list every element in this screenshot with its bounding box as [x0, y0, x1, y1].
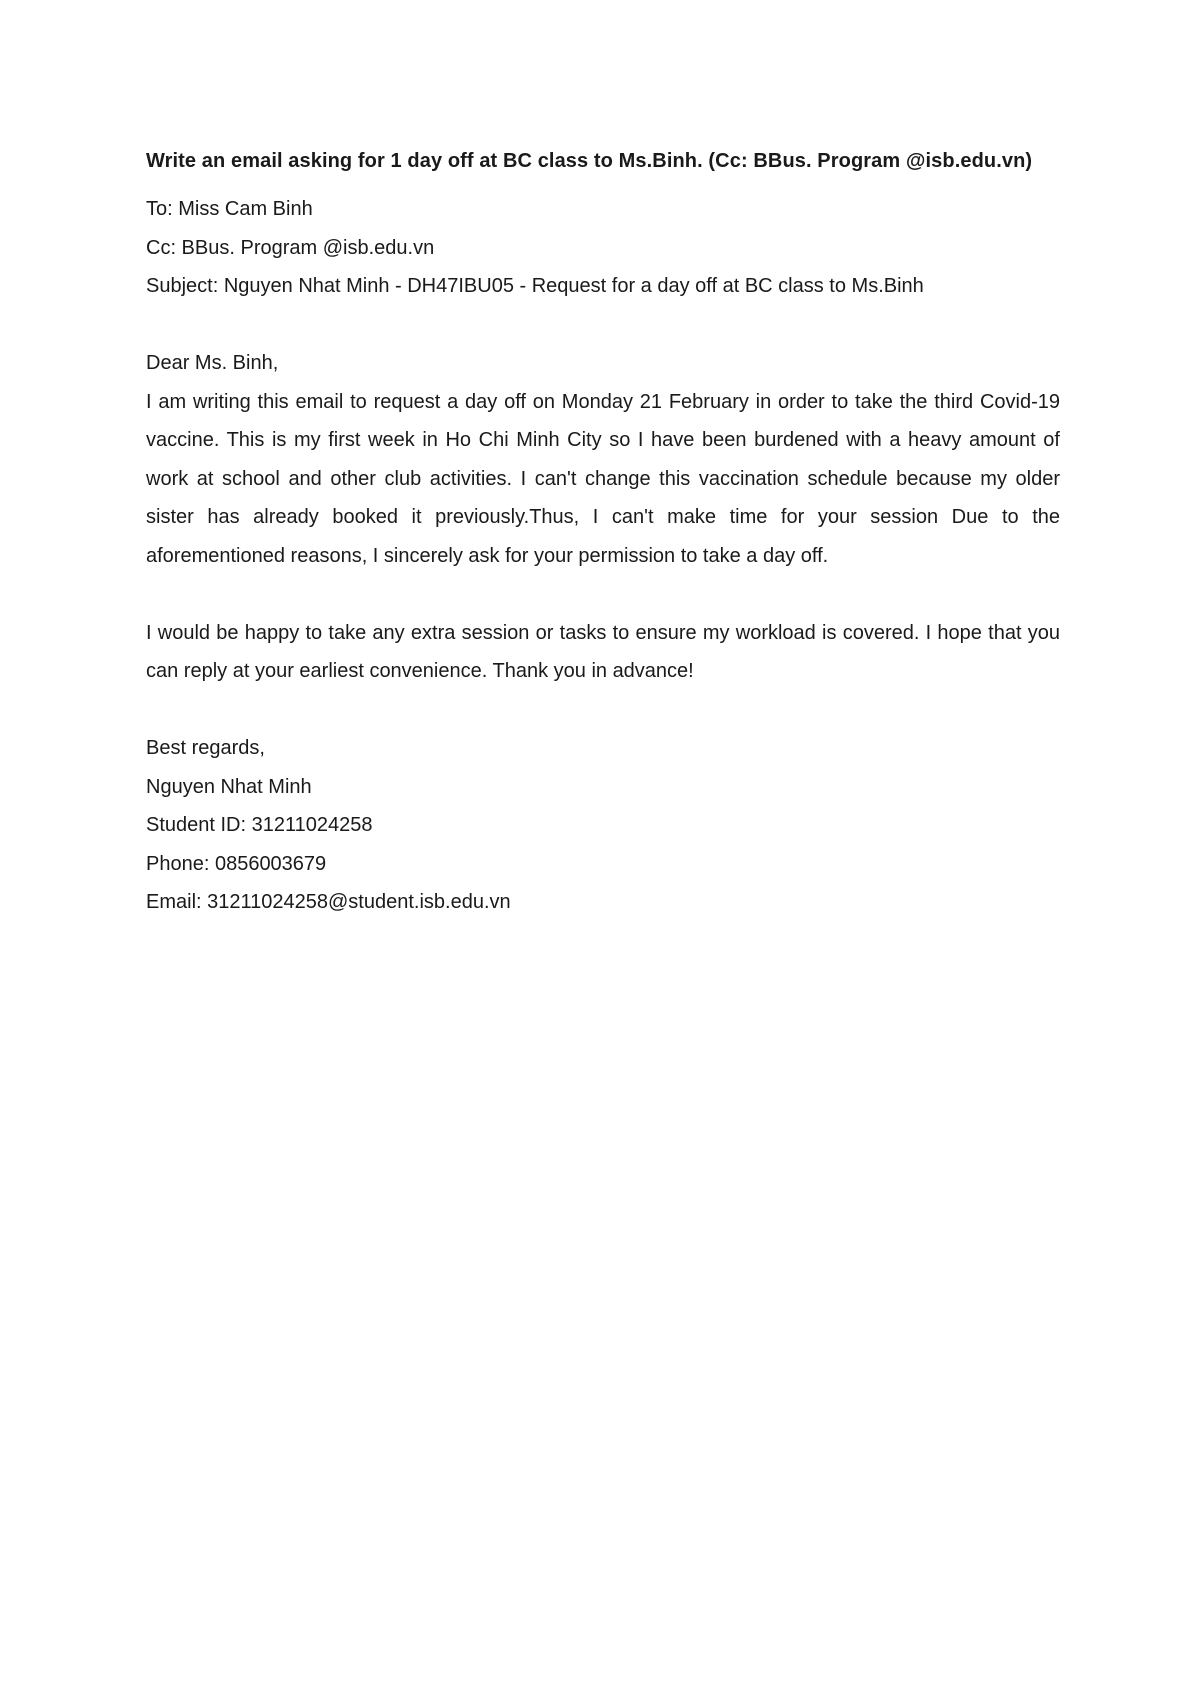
cc-line: Cc: BBus. Program @isb.edu.vn — [146, 236, 435, 259]
signature-name: Nguyen Nhat Minh — [146, 775, 312, 798]
document-title: Write an email asking for 1 day off at BC class to Ms.Binh. (Cc: BBus. Program @isb.edu.vn) — [146, 150, 1033, 172]
to-line: To: Miss Cam Binh — [146, 198, 313, 220]
signature-student-id: Student ID: 31211024258 — [146, 814, 373, 836]
signature-phone: Phone: 0856003679 — [146, 852, 327, 875]
spacer — [146, 575, 1060, 614]
spacer — [146, 306, 1060, 345]
subject-line: Subject: Nguyen Nhat Minh - DH47IBU05 - Request for a day off at BC class to Ms.Binh — [146, 275, 924, 297]
document-page — [146, 146, 1060, 922]
body-paragraph-1: I am writing this email to request a day off on Monday 21 February in order to take the third Covid-19 vaccine. This is my first week in Ho Chi Minh City so I have been burdened with a heavy amount of work at school and other club activities. I can't change this vaccination schedule because my older sister has already booked it previously.Thus, I can't make time for your session Due to the aforementioned reasons, I sincerely ask for your permission to take a day off. — [146, 390, 1060, 567]
spacer — [146, 691, 1060, 730]
signature-closing: Best regards, — [146, 737, 265, 759]
signature-email: Email: 31211024258@student.isb.edu.vn — [146, 891, 511, 913]
body-paragraph-2: I would be happy to take any extra session or tasks to ensure my workload is covered. I hope that you can reply at your earliest convenience. Thank you in advance! — [146, 621, 1060, 682]
greeting: Dear Ms. Binh, — [146, 352, 279, 374]
